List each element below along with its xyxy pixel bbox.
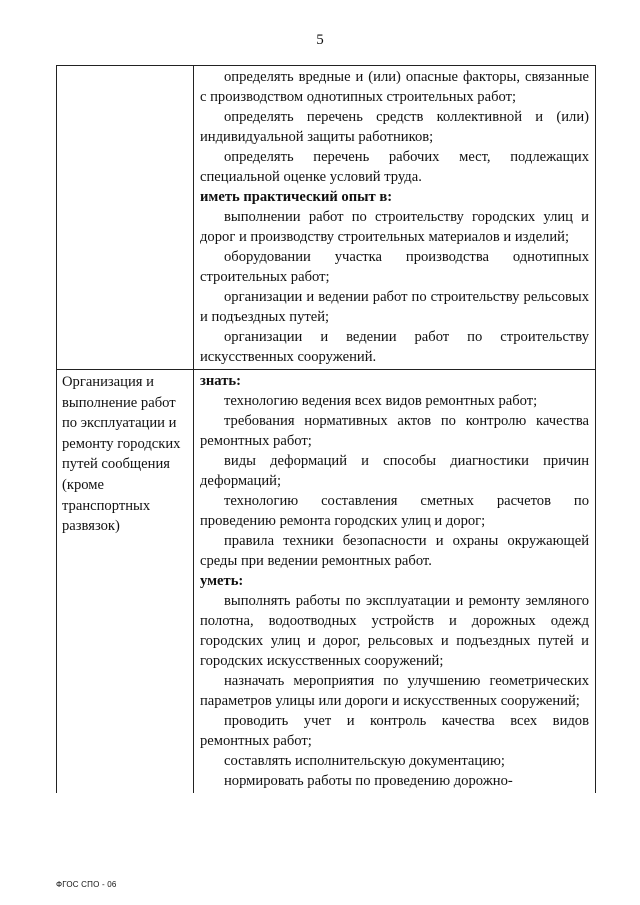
- activity-name: [62, 66, 189, 68]
- requirement-item: определять вредные и (или) опасные факторы, связанные с производством однотипных строительных работ;: [200, 69, 589, 105]
- requirements-cell: [194, 370, 596, 794]
- requirement-item: правила техники безопасности и охраны окружающей среды при ведении ремонтных работ.: [200, 533, 589, 569]
- requirement-item: определять перечень рабочих мест, подлежащих специальной оценке условий труда.: [200, 149, 589, 185]
- requirement-item: выполнении работ по строительству городских улиц и дорог и производству строительных материалов и изделий;: [200, 209, 589, 245]
- requirement-item: определять перечень средств коллективной и (или) индивидуальной защиты работников;: [200, 109, 589, 145]
- page-number: 5: [316, 32, 324, 48]
- activity-name: Организация и выполнение работ по эксплуатации и ремонту городских путей сообщения (кроме транспортных развязок): [62, 374, 181, 535]
- requirement-item: требования нормативных актов по контролю качества ремонтных работ;: [200, 413, 589, 449]
- requirement-item: организации и ведении работ по строительству искусственных сооружений.: [200, 329, 589, 365]
- section-heading: уметь:: [200, 573, 244, 589]
- activity-cell: [57, 370, 194, 794]
- section-heading: иметь практический опыт в:: [200, 189, 393, 205]
- requirement-item: оборудовании участка производства однотипных строительных работ;: [200, 249, 589, 285]
- section-heading: знать:: [200, 373, 241, 389]
- requirement-item: виды деформаций и способы диагностики причин деформаций;: [200, 453, 589, 489]
- activity-cell: [57, 66, 194, 370]
- table-row: [57, 66, 596, 370]
- requirement-item: выполнять работы по эксплуатации и ремонту земляного полотна, водоотводных устройств и дорожных одежд городских улиц и дорог, рельсовых и подъездных путей и городских искусственных сооружений;: [200, 593, 589, 669]
- competency-table: [56, 65, 596, 793]
- requirement-item: составлять исполнительскую документацию;: [224, 753, 505, 769]
- table-row: [57, 370, 596, 794]
- requirement-item: нормировать работы по проведению дорожно-: [224, 773, 513, 789]
- requirement-item: организации и ведении работ по строительству рельсовых и подъездных путей;: [200, 289, 589, 325]
- requirement-item: проводить учет и контроль качества всех видов ремонтных работ;: [200, 713, 589, 749]
- requirements-cell: [194, 66, 596, 370]
- requirement-item: назначать мероприятия по улучшению геометрических параметров улицы или дороги и искусственных сооружений;: [200, 673, 589, 709]
- requirement-item: технологию составления сметных расчетов по проведению ремонта городских улиц и дорог;: [200, 493, 589, 529]
- document-footer: ФГОС СПО - 06: [56, 880, 117, 889]
- requirement-item: технологию ведения всех видов ремонтных работ;: [224, 393, 538, 409]
